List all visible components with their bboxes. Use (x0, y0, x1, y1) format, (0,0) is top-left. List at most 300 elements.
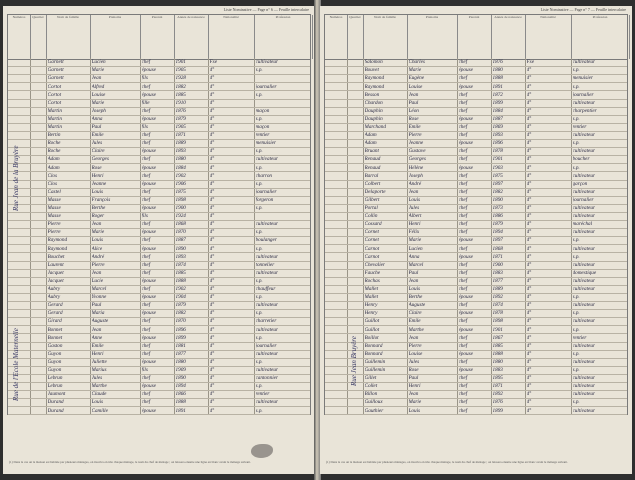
table-cell: Cortot (47, 91, 62, 98)
table-cell: Eugène (408, 75, 425, 82)
table-cell: d° (526, 399, 532, 406)
table-cell: Joseph (91, 107, 106, 114)
table-cell: Collin (364, 213, 378, 220)
table-cell: chef (458, 286, 468, 292)
table-cell: rentier (572, 124, 587, 130)
table-cell: Bonnet (47, 326, 63, 333)
table-cell: Gilbert (364, 196, 380, 203)
table-cell: Paul (408, 269, 419, 276)
table-cell: fils (141, 75, 148, 82)
table-cell: maçon (255, 124, 270, 130)
table-cell: d° (209, 115, 215, 122)
table-cell: cultivateur (572, 59, 595, 66)
table-cell: cultivateur (572, 148, 595, 155)
table-cell: Masse (47, 213, 61, 220)
table-cell: fils (141, 124, 148, 130)
table-cell: fils (141, 213, 148, 220)
table-cell: 1883 (492, 269, 503, 276)
table-cell: Auguste (91, 318, 109, 325)
table-cell: Bonnard (364, 342, 383, 349)
table-cell: chef (141, 156, 151, 163)
table-cell: d° (526, 148, 532, 155)
table-cell: d° (526, 205, 532, 211)
table-cell: cultivateur (572, 132, 595, 139)
table-cell: s.p. (572, 367, 580, 373)
table-cell: Marcel (91, 286, 107, 292)
table-cell: Pierre (47, 229, 61, 236)
table-cell: Berthe (408, 294, 423, 301)
table-cell: 1899 (175, 334, 186, 341)
table-cell: chef (141, 350, 151, 357)
column-header: Nom de famille (363, 15, 408, 59)
column-header: Nom de famille (46, 15, 91, 59)
table-cell: Camille (91, 407, 108, 414)
table-cell: chef (141, 83, 151, 90)
table-cell: s.p. (255, 407, 263, 414)
table-cell: garçon (572, 180, 588, 187)
table-cell: Guyon (47, 367, 62, 373)
table-cell: d° (526, 358, 532, 365)
table-cell: 1893 (175, 148, 186, 155)
table-cell: Jean (91, 326, 102, 333)
table-cell: d° (209, 75, 215, 82)
table-cell: Girard (47, 318, 62, 325)
table-cell: charpentier (572, 107, 597, 114)
table-cell: épouse (458, 350, 473, 357)
table-cell: Cortot (47, 99, 62, 106)
table-cell: Lebrun (47, 383, 63, 390)
table-cell: s.p. (255, 205, 263, 211)
table-cell: Jacquet (47, 269, 64, 276)
table-cell: 1889 (175, 140, 186, 147)
right-margin-note: Rue Jean Bruyère (350, 336, 358, 386)
table-cell: 1883 (492, 367, 503, 373)
table-cell: 1892 (492, 391, 503, 398)
table-cell: Garnett (47, 75, 64, 82)
table-cell: 1867 (492, 334, 503, 341)
table-cell: Jaumont (47, 391, 66, 398)
table-cell: tonnelier (255, 261, 275, 268)
table-cell: d° (526, 310, 532, 317)
table-cell: d° (209, 358, 215, 365)
table-cell: d° (209, 383, 215, 390)
table-cell: Boillot (364, 334, 379, 341)
table-cell: Georges (91, 156, 109, 163)
table-cell: Raymond (47, 245, 68, 252)
table-cell: 1874 (175, 261, 186, 268)
table-cell: épouse (458, 326, 473, 333)
table-cell: d° (526, 156, 532, 163)
left-page-header: Liste Nominative — Page n° 6 — Feuille intercalaire (223, 7, 309, 12)
table-cell: d° (209, 350, 215, 357)
table-cell: épouse (458, 310, 473, 317)
table-cell: d° (209, 164, 215, 171)
table-cell: chef (458, 375, 468, 382)
table-cell: Cornet (364, 229, 379, 236)
table-cell: s.p. (572, 326, 580, 333)
table-cell: s.p. (255, 334, 263, 341)
table-cell: Durand (47, 399, 64, 406)
table-cell: Renaud (364, 156, 381, 163)
table-cell: d° (526, 221, 532, 228)
table-cell: d° (526, 326, 532, 333)
table-cell: 1890 (175, 375, 186, 382)
table-cell: Louise (408, 83, 423, 90)
table-cell: 1895 (492, 375, 503, 382)
table-cell: 1879 (175, 115, 186, 122)
table-cell: Charles (408, 59, 425, 66)
table-cell: domestique (572, 269, 597, 276)
table-cell: s.p. (572, 350, 580, 357)
table-cell: épouse (141, 115, 156, 122)
table-cell: d° (209, 294, 215, 301)
table-cell: d° (526, 91, 532, 98)
table-cell: 1887 (492, 115, 503, 122)
table-cell: 1877 (492, 277, 503, 284)
table-cell: Émile (91, 342, 104, 349)
table-row (325, 414, 627, 415)
table-cell: 1899 (492, 407, 503, 414)
table-cell: d° (209, 148, 215, 155)
table-cell: 1890 (175, 245, 186, 252)
table-cell: épouse (141, 91, 156, 98)
table-cell: 1888 (175, 399, 186, 406)
table-cell: d° (526, 164, 532, 171)
table-cell: Jacquet (47, 277, 64, 284)
table-cell: d° (526, 318, 532, 325)
table-cell: Pierre (47, 221, 61, 228)
table-cell: chef (458, 318, 468, 325)
table-cell: épouse (141, 407, 156, 414)
table-cell: cultivateur (255, 269, 278, 276)
table-row (8, 414, 310, 415)
table-cell: d° (526, 302, 532, 309)
table-cell: épouse (141, 245, 156, 252)
table-cell: Rose (408, 115, 419, 122)
table-cell: Marie (408, 237, 422, 244)
column-header: Parenté (457, 15, 492, 59)
right-register-grid (324, 58, 628, 415)
table-cell: chef (141, 318, 151, 325)
table-cell: Aubry (47, 294, 61, 301)
table-cell: François (91, 196, 111, 203)
table-cell: s.p. (255, 67, 263, 74)
table-cell: d° (209, 334, 215, 341)
table-cell: épouse (141, 164, 156, 171)
table-cell: chef (458, 188, 468, 195)
right-column-headers (324, 14, 628, 60)
table-cell: cultivateur (255, 350, 278, 357)
table-cell: Bertin (47, 132, 61, 139)
table-cell: journalier (572, 91, 594, 98)
table-cell: Jules (408, 205, 420, 211)
table-cell: 1889 (492, 286, 503, 292)
table-cell: chef (141, 59, 151, 66)
table-cell: 1875 (492, 172, 503, 179)
table-cell: d° (526, 367, 532, 373)
table-cell: Marie (408, 67, 422, 74)
left-register-grid (7, 58, 311, 415)
table-cell: Paul (91, 124, 102, 130)
table-cell: d° (209, 188, 215, 195)
table-cell: d° (209, 253, 215, 260)
table-cell: d° (526, 213, 532, 220)
table-cell: d° (209, 277, 215, 284)
table-cell: fille (141, 99, 150, 106)
table-cell: cultivateur (572, 99, 595, 106)
table-cell: cultivateur (255, 221, 278, 228)
table-cell: cultivateur (572, 205, 595, 211)
table-cell: Gauthier (364, 407, 384, 414)
table-cell: Louis (91, 188, 104, 195)
table-cell: s.p. (255, 148, 263, 155)
table-cell: Renaud (364, 164, 381, 171)
table-cell: Castel (47, 188, 61, 195)
table-cell: Guilloux (364, 399, 383, 406)
table-cell: Carnot (364, 253, 380, 260)
table-cell: 1882 (175, 310, 186, 317)
table-cell: 1893 (175, 253, 186, 260)
table-cell: s.p. (255, 277, 263, 284)
table-cell: Cornet (364, 237, 379, 244)
table-cell: Bruant (364, 148, 379, 155)
table-cell: 1870 (175, 229, 186, 236)
column-header: Numéros (325, 15, 348, 59)
table-cell: Adam (47, 164, 60, 171)
table-cell: d° (209, 269, 215, 276)
table-cell: chef (458, 107, 468, 114)
table-cell: Gerard (47, 310, 63, 317)
table-cell: Jeanne (91, 180, 107, 187)
table-cell: chef (458, 302, 468, 309)
table-cell: Mallet (364, 294, 379, 301)
table-cell: cultivateur (572, 302, 595, 309)
table-cell: Mallet (364, 286, 379, 292)
table-cell: chef (458, 358, 468, 365)
table-cell: s.p. (255, 383, 263, 390)
table-cell: 1893 (492, 132, 503, 139)
table-cell: chef (141, 172, 151, 179)
table-cell: cultivateur (572, 342, 595, 349)
table-cell: Chevalier (364, 261, 385, 268)
table-cell: Pierre (408, 342, 422, 349)
table-cell: chef (458, 229, 468, 236)
table-cell: Lucien (91, 59, 106, 66)
table-cell: chef (458, 59, 468, 66)
table-cell: d° (526, 294, 532, 301)
table-cell: Guillemin (364, 358, 386, 365)
table-cell: Auguste (408, 302, 426, 309)
table-cell: chauffeur (255, 286, 276, 292)
table-cell: 1869 (492, 124, 503, 130)
table-cell: Marius (91, 367, 107, 373)
table-cell: Raymond (47, 237, 68, 244)
column-header: Nationalité (208, 15, 255, 59)
table-cell: d° (526, 342, 532, 349)
table-cell: Colbert (364, 180, 381, 187)
table-cell: épouse (141, 294, 156, 301)
table-cell: d° (209, 221, 215, 228)
table-cell: 1906 (175, 180, 186, 187)
table-cell: cultivateur (572, 261, 595, 268)
table-cell: cantonnier (255, 375, 278, 382)
table-cell: 1890 (492, 196, 503, 203)
table-cell: 1900 (175, 205, 186, 211)
table-cell: d° (526, 75, 532, 82)
table-cell: chef (458, 221, 468, 228)
table-cell: d° (209, 342, 215, 349)
table-cell: Jean (408, 391, 419, 398)
table-cell: Jean (91, 221, 102, 228)
table-cell: d° (209, 124, 215, 130)
table-cell: 1876 (175, 107, 186, 114)
table-cell: 1891 (175, 407, 186, 414)
table-cell: cultivateur (572, 391, 595, 398)
table-cell: cultivateur (572, 172, 595, 179)
table-cell: s.p. (572, 399, 580, 406)
table-cell: Lebrun (47, 375, 63, 382)
right-page (320, 6, 632, 474)
table-cell: Fauche (364, 269, 381, 276)
table-cell: Rose (91, 164, 102, 171)
table-cell: 1896 (175, 326, 186, 333)
table-cell: s.p. (572, 67, 580, 74)
table-cell: d° (526, 83, 532, 90)
table-cell: cultivateur (572, 407, 595, 414)
table-cell: menuisier (255, 140, 276, 147)
table-cell: 1910 (175, 99, 186, 106)
table-cell: chef (458, 334, 468, 341)
table-cell: 1878 (492, 310, 503, 317)
table-cell: Martin (47, 124, 62, 130)
table-cell: d° (209, 132, 215, 139)
table-cell: épouse (458, 367, 473, 373)
table-cell: Jeanne (408, 140, 424, 147)
table-cell: Fse (209, 59, 217, 66)
table-cell: chef (141, 107, 151, 114)
left-margin-note-1: Rue Jean de la Bruyère (12, 145, 20, 211)
table-cell: Gaston (47, 342, 63, 349)
table-cell: d° (209, 172, 215, 179)
table-cell: d° (209, 326, 215, 333)
table-cell: d° (209, 205, 215, 211)
table-cell: s.p. (572, 115, 580, 122)
table-cell: d° (526, 237, 532, 244)
table-cell: s.p. (572, 140, 580, 147)
table-cell: épouse (141, 310, 156, 317)
table-cell: Pierre (91, 261, 105, 268)
table-cell: chef (141, 342, 151, 349)
table-cell: cultivateur (255, 399, 278, 406)
table-cell: cultivateur (255, 367, 278, 373)
column-header: Année de naissance (174, 15, 209, 59)
left-column-headers (7, 14, 311, 60)
table-cell: chef (458, 124, 468, 130)
table-cell: 1888 (492, 75, 503, 82)
table-cell: Gillet (364, 375, 377, 382)
table-cell: d° (526, 107, 532, 114)
table-cell: Henry (364, 310, 378, 317)
table-cell: 1902 (175, 172, 186, 179)
column-header: Parenté (140, 15, 175, 59)
table-cell: boucher (572, 156, 590, 163)
table-cell: Carnot (364, 245, 380, 252)
table-cell: chef (141, 261, 151, 268)
table-cell: chef (458, 261, 468, 268)
table-cell: Aubry (47, 286, 61, 292)
right-page-footer: (1) Dans le cas où la maison est habitée par plusieurs ménages, on inscrira en tête chaque ménage, le nom du chef de ménage ; on laissera ensuite une ligne en blanc avant le ménage suivant. (326, 460, 568, 464)
table-cell: d° (209, 140, 215, 147)
table-cell: Anne (91, 334, 103, 341)
table-cell: chef (458, 75, 468, 82)
table-cell: 1899 (492, 99, 503, 106)
table-cell: Clos (47, 180, 58, 187)
table-cell: Rose (408, 367, 419, 373)
table-cell: d° (526, 229, 532, 236)
table-cell: cultivateur (255, 156, 278, 163)
table-cell: 1880 (492, 358, 503, 365)
column-header: Profession (254, 15, 313, 59)
table-cell: d° (526, 375, 532, 382)
table-cell: Louis (91, 399, 104, 406)
table-cell: 1898 (175, 196, 186, 203)
table-cell: chef (141, 221, 151, 228)
table-cell: Pierre (408, 132, 422, 139)
table-cell: s.p. (255, 358, 263, 365)
table-cell: Marie (91, 99, 105, 106)
table-cell: 1901 (492, 156, 503, 163)
table-cell: Léon (408, 107, 419, 114)
table-cell: d° (526, 245, 532, 252)
table-cell: Albert (408, 213, 422, 220)
table-cell: 1876 (492, 399, 503, 406)
table-cell: s.p. (255, 310, 263, 317)
table-cell: Anna (408, 253, 420, 260)
table-cell: d° (209, 107, 215, 114)
table-cell: Adam (364, 140, 377, 147)
table-cell: 1878 (492, 148, 503, 155)
table-cell: d° (526, 99, 532, 106)
table-cell: journalier (255, 188, 277, 195)
table-cell: Paul (408, 375, 419, 382)
table-cell: épouse (141, 358, 156, 365)
table-cell: épouse (458, 294, 473, 301)
table-cell: d° (526, 261, 532, 268)
table-cell: Masse (47, 205, 61, 211)
table-cell: charron (255, 172, 273, 179)
table-cell: Émile (91, 132, 104, 139)
table-cell: 1901 (175, 59, 186, 66)
table-cell: 1897 (492, 237, 503, 244)
table-cell: Roche (47, 148, 61, 155)
left-margin-note-2: Rue de l'Ecole Maternelle (12, 328, 20, 401)
table-cell: d° (526, 196, 532, 203)
table-cell: chef (141, 237, 151, 244)
table-cell: chef (141, 399, 151, 406)
table-cell: chef (141, 391, 151, 398)
table-cell: Louise (91, 91, 106, 98)
table-cell: 1871 (175, 132, 186, 139)
table-cell: Marie (408, 399, 422, 406)
column-header: Nationalité (525, 15, 572, 59)
table-cell: 1871 (492, 253, 503, 260)
table-cell: 1876 (492, 59, 503, 66)
table-cell: Gustave (408, 148, 426, 155)
table-cell: Guillemin (364, 367, 386, 373)
table-cell: s.p. (255, 180, 263, 187)
table-cell: chef (458, 245, 468, 252)
table-cell: épouse (458, 83, 473, 90)
